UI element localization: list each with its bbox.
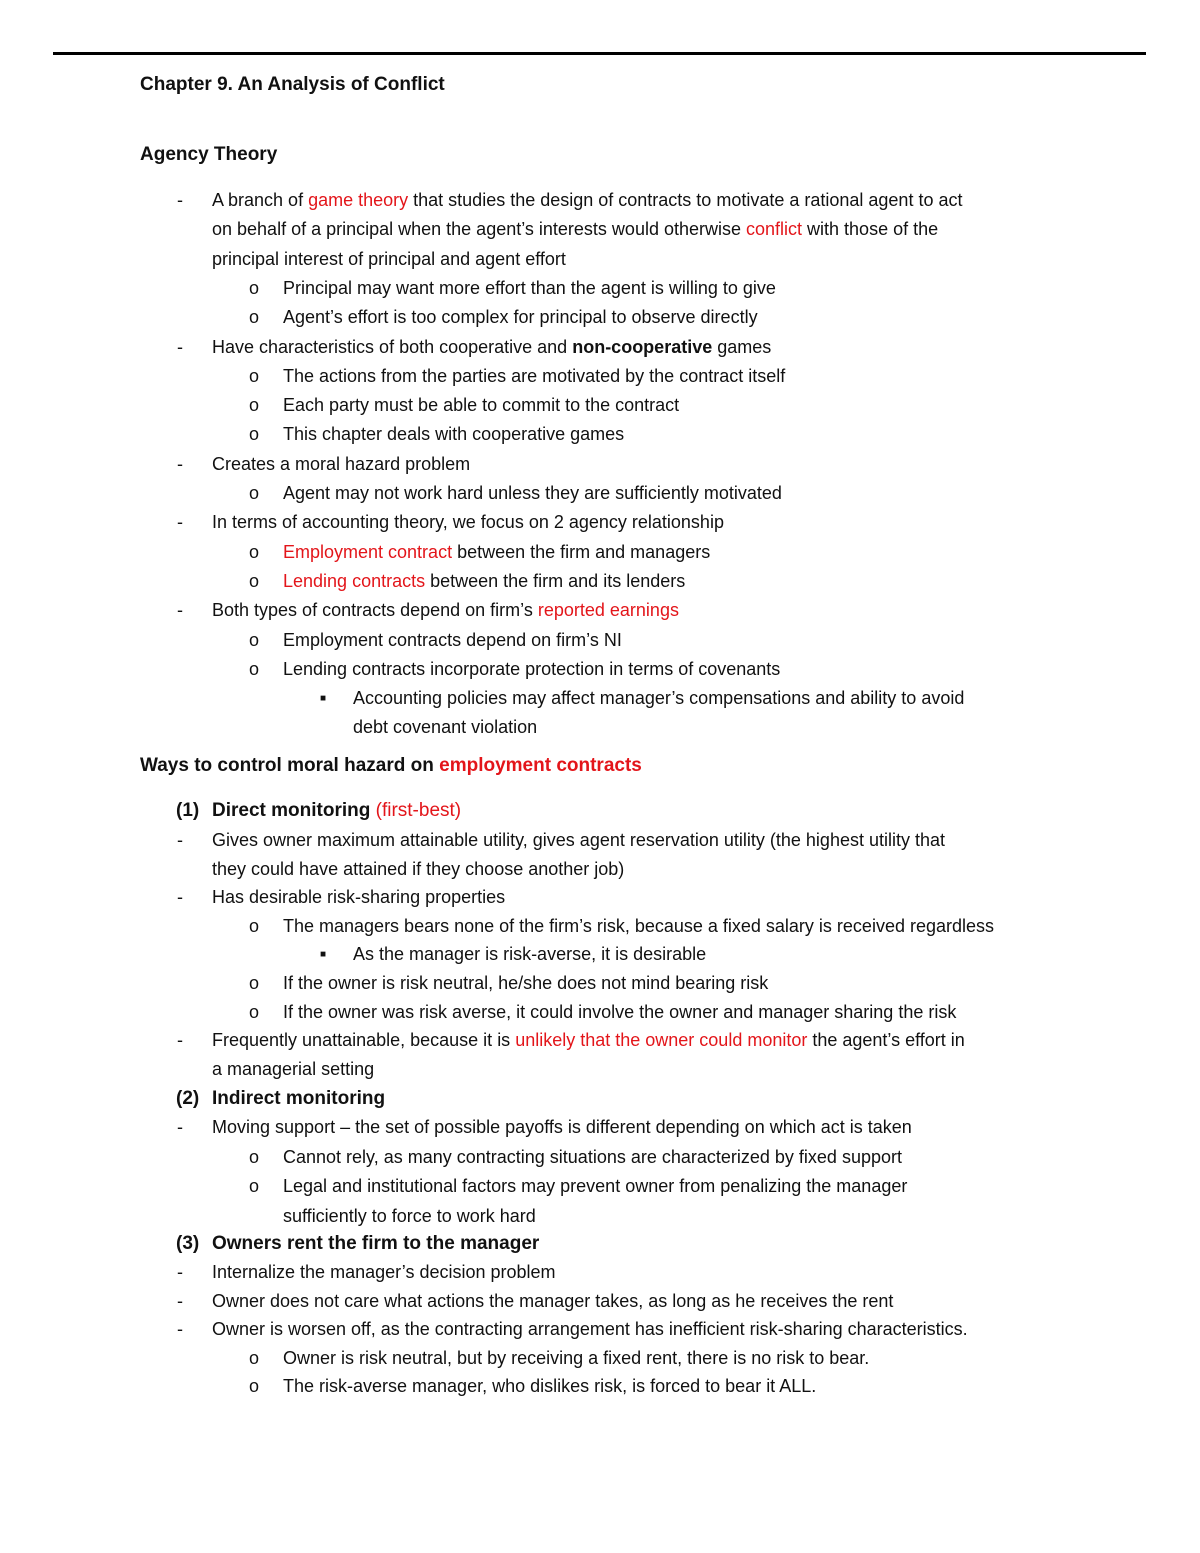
list-item <box>283 276 776 300</box>
list-item <box>283 971 768 995</box>
text-run: Principal may want more effort than the agent is willing to give <box>283 277 776 298</box>
circle-bullet-icon: o <box>249 541 260 562</box>
text-run: Agent may not work hard unless they are sufficiently motivated <box>283 483 782 503</box>
text-run: Agent’s effort is too complex for principal to observe directly <box>283 307 758 328</box>
text-run: If the owner was risk averse, it could involve the owner and manager sharing the risk <box>283 1001 957 1022</box>
text-run: In terms of accounting theory, we focus on 2 agency relationship <box>212 512 724 533</box>
list-item <box>283 914 994 938</box>
subheading-owners-rent: Owners rent the firm to the manager <box>212 1233 540 1254</box>
list-item <box>212 510 724 534</box>
section-title-moral-hazard <box>140 754 642 778</box>
circle-bullet-icon: o <box>249 1176 260 1196</box>
circle-bullet-icon: o <box>249 658 260 679</box>
list-item <box>283 481 782 505</box>
circle-bullet-icon: o <box>249 277 260 298</box>
text-run: As the manager is risk-averse, it is desirable <box>353 944 707 965</box>
subheading-label: Direct monitoring <box>212 800 376 821</box>
list-item <box>212 188 962 212</box>
text-run: The managers bears none of the firm’s risk, because a fixed salary is received regardless <box>283 915 995 936</box>
list-item <box>212 857 624 881</box>
highlighted-text: Lending contracts <box>283 570 426 591</box>
highlighted-text: game theory <box>308 190 409 210</box>
list-item <box>212 885 505 909</box>
text-run: The actions from the parties are motivated by the contract itself <box>283 365 786 386</box>
text-run: Lending contracts incorporate protection in terms of covenants <box>283 658 781 679</box>
text-run: between the firm and its lenders <box>425 570 686 591</box>
circle-bullet-icon: o <box>249 629 260 650</box>
text-run: This chapter deals with cooperative games <box>283 424 625 445</box>
dash-bullet-icon: - <box>177 512 183 533</box>
dash-bullet-icon: - <box>177 190 183 210</box>
list-item <box>283 305 758 329</box>
text-run: Owner does not care what actions the manager takes, as long as he receives the rent <box>212 1290 894 1311</box>
list-item <box>212 828 945 852</box>
list-item <box>283 628 622 652</box>
text-run: Accounting policies may affect manager’s compensations and ability to avoid <box>353 688 965 709</box>
text-run: Internalize the manager’s decision problem <box>212 1262 556 1282</box>
text-run: Owner is worsen off, as the contracting arrangement has inefficient risk-sharing characteristics. <box>212 1319 968 1339</box>
circle-bullet-icon: o <box>249 973 260 993</box>
text-run: Both types of contracts depend on firm’s <box>212 600 538 621</box>
list-item <box>212 335 771 359</box>
text-run: Frequently unattainable, because it is <box>212 1030 516 1051</box>
text-run: between the firm and managers <box>452 541 711 562</box>
list-item <box>353 715 537 739</box>
section-title-plain: Ways to control moral hazard on <box>140 755 440 776</box>
list-item <box>283 569 685 593</box>
list-item <box>212 247 566 271</box>
top-rule <box>53 52 1146 55</box>
text-run: a managerial setting <box>212 1058 375 1079</box>
text-run: Has desirable risk-sharing properties <box>212 887 506 908</box>
square-bullet-icon: ■ <box>320 693 327 705</box>
list-item <box>212 1115 912 1139</box>
circle-bullet-icon: o <box>249 1376 260 1396</box>
list-item <box>212 217 938 241</box>
circle-bullet-icon: o <box>249 1347 260 1368</box>
section-title-agency-theory: Agency Theory <box>140 144 278 165</box>
list-item <box>283 364 785 388</box>
text-run: Moving support – the set of possible payoffs is different depending on which act is taken <box>212 1117 912 1137</box>
text-run: Gives owner maximum attainable utility, gives agent reservation utility (the highest utility that <box>212 830 945 850</box>
dash-bullet-icon: - <box>177 336 183 357</box>
list-item <box>283 422 624 446</box>
highlighted-text: Employment contract <box>283 541 453 562</box>
highlighted-text: unlikely that the owner could monitor <box>515 1030 808 1051</box>
list-item <box>283 1000 956 1024</box>
section-title-red: employment contracts <box>439 755 642 776</box>
circle-bullet-icon: o <box>249 570 260 591</box>
subheading-red-note: (first-best) <box>375 800 462 821</box>
text-run: If the owner is risk neutral, he/she does not mind bearing risk <box>283 973 769 993</box>
list-item <box>212 598 679 622</box>
dash-bullet-icon: - <box>177 1290 183 1311</box>
subheading-number-3: (3) <box>176 1233 200 1254</box>
subheading-indirect-monitoring: Indirect monitoring <box>212 1088 386 1109</box>
text-run: Cannot rely, as many contracting situations are characterized by fixed support <box>283 1146 902 1167</box>
list-item <box>212 1260 556 1284</box>
dash-bullet-icon: - <box>177 1319 183 1339</box>
list-item <box>283 1145 902 1169</box>
text-run: The risk-averse manager, who dislikes risk, is forced to bear it ALL. <box>283 1376 817 1396</box>
circle-bullet-icon: o <box>249 915 260 936</box>
subheading-direct-monitoring <box>212 799 461 823</box>
text-run: sufficiently to force to work hard <box>283 1205 536 1226</box>
text-run: the agent’s effort in <box>807 1030 965 1051</box>
list-item <box>283 1174 907 1198</box>
list-item <box>212 1057 374 1081</box>
chapter-title: Chapter 9. An Analysis of Conflict <box>140 74 445 95</box>
text-run: Creates a moral hazard problem <box>212 453 471 474</box>
text-run: Have characteristics of both cooperative and <box>212 336 573 357</box>
subheading-number-1: (1) <box>176 800 200 821</box>
dash-bullet-icon: - <box>177 1117 183 1137</box>
list-item <box>283 657 780 681</box>
text-run: A branch of <box>212 190 309 210</box>
dash-bullet-icon: - <box>177 830 183 850</box>
text-run: Legal and institutional factors may prevent owner from penalizing the manager <box>283 1176 908 1196</box>
text-run: Owner is risk neutral, but by receiving a fixed rent, there is no risk to bear. <box>283 1347 870 1368</box>
bold-text: non-cooperative <box>572 336 713 357</box>
circle-bullet-icon: o <box>249 395 260 416</box>
text-run: principal interest of principal and agent effort <box>212 248 566 269</box>
text-run: Employment contracts depend on firm’s NI <box>283 629 622 650</box>
list-item <box>283 540 710 564</box>
list-item <box>212 1028 965 1052</box>
list-item <box>283 1346 869 1370</box>
circle-bullet-icon: o <box>249 483 260 503</box>
highlighted-text: conflict <box>746 219 803 240</box>
list-item <box>353 686 964 710</box>
text-run: Each party must be able to commit to the contract <box>283 395 680 416</box>
list-item <box>212 1289 893 1313</box>
text-run: they could have attained if they choose another job) <box>212 858 625 879</box>
list-item <box>212 452 470 476</box>
list-item <box>283 393 679 417</box>
text-run: that studies the design of contracts to motivate a rational agent to act <box>408 190 963 210</box>
list-item <box>283 1204 536 1228</box>
list-item <box>283 1374 816 1398</box>
subheading-number-2: (2) <box>176 1088 200 1109</box>
list-item <box>353 942 706 966</box>
dash-bullet-icon: - <box>177 1030 183 1051</box>
circle-bullet-icon: o <box>249 1001 260 1022</box>
circle-bullet-icon: o <box>249 307 260 328</box>
circle-bullet-icon: o <box>249 1146 260 1167</box>
list-item <box>212 1317 968 1341</box>
highlighted-text: reported earnings <box>537 600 679 621</box>
text-run: debt covenant violation <box>353 717 538 738</box>
text-run: on behalf of a principal when the agent’s interests would otherwise <box>212 219 746 240</box>
dash-bullet-icon: - <box>177 887 183 908</box>
dash-bullet-icon: - <box>177 453 183 474</box>
dash-bullet-icon: - <box>177 1262 183 1282</box>
circle-bullet-icon: o <box>249 365 260 386</box>
text-run: games <box>712 336 772 357</box>
circle-bullet-icon: o <box>249 424 260 445</box>
dash-bullet-icon: - <box>177 600 183 621</box>
square-bullet-icon: ■ <box>320 949 327 961</box>
text-run: with those of the <box>802 219 939 240</box>
